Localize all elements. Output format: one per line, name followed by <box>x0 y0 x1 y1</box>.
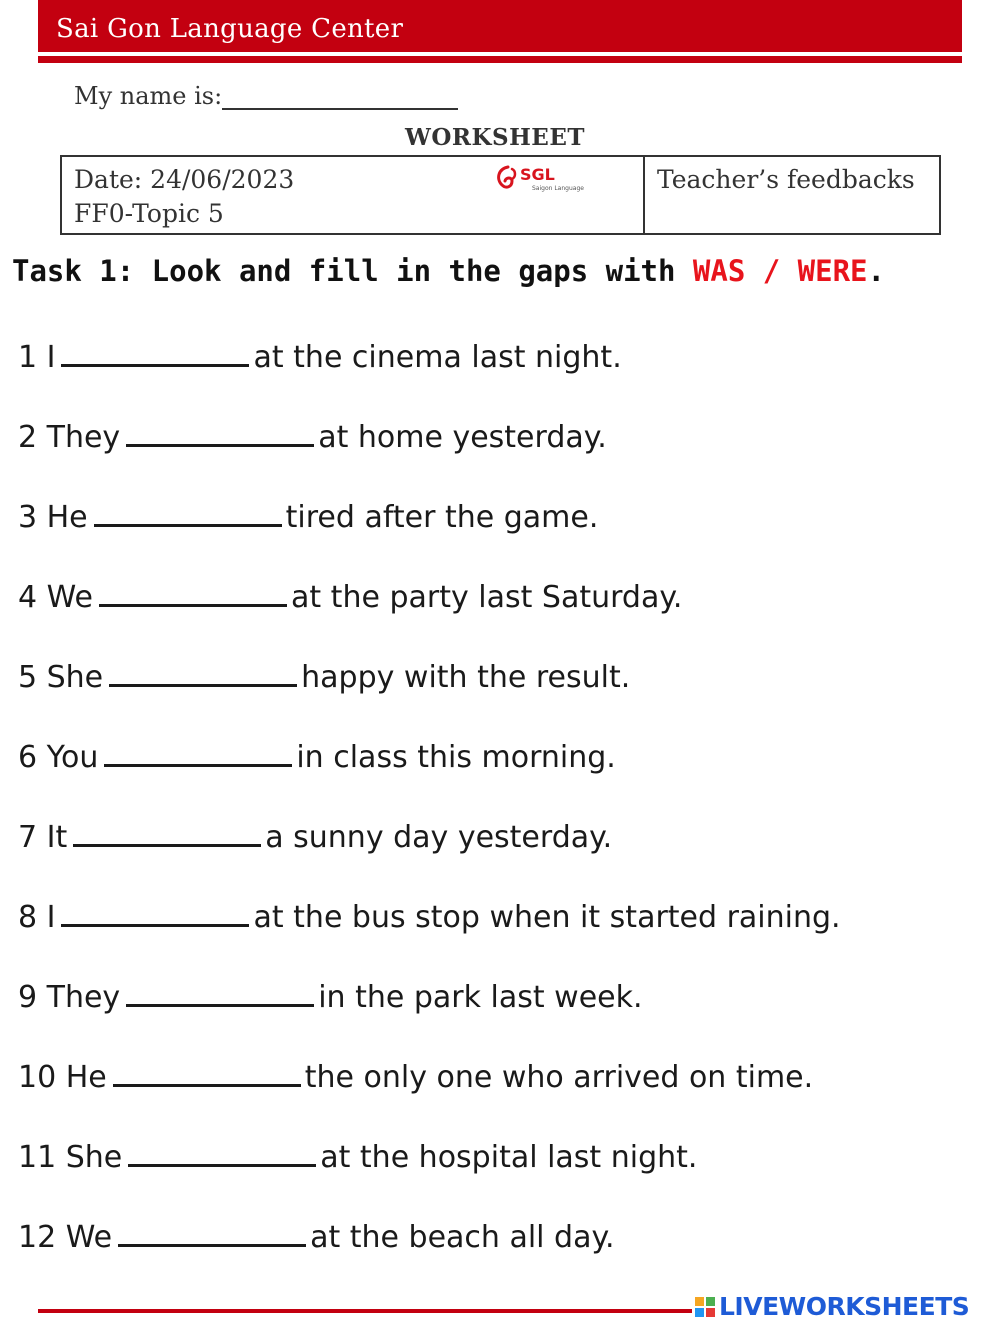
liveworksheets-watermark[interactable] <box>692 1292 969 1321</box>
question-after: at the bus stop when it started raining. <box>253 900 841 935</box>
logo-subtext: Saigon Language <box>532 185 584 192</box>
task-heading <box>12 254 885 288</box>
answer-blank[interactable] <box>61 334 249 367</box>
answer-blank[interactable] <box>113 1054 301 1087</box>
answer-blank[interactable] <box>109 654 297 687</box>
question-after: in class this morning. <box>296 740 616 775</box>
question-item <box>18 1054 841 1134</box>
question-item <box>18 1134 841 1214</box>
header-underline <box>38 56 962 63</box>
sgl-swoosh-icon <box>499 167 515 187</box>
answer-blank[interactable] <box>118 1214 306 1247</box>
question-before: 3 He <box>18 500 88 535</box>
center-name: Sai Gon Language Center <box>56 14 404 44</box>
question-before: 12 We <box>18 1220 113 1255</box>
name-field-row <box>74 82 458 110</box>
watermark-text: LIVEWORKSHEETS <box>719 1292 970 1321</box>
info-box <box>60 155 941 235</box>
answer-blank[interactable] <box>99 574 287 607</box>
question-item <box>18 974 841 1054</box>
answer-blank[interactable] <box>104 734 292 767</box>
answer-blank[interactable] <box>73 814 261 847</box>
question-after: in the park last week. <box>318 980 643 1015</box>
question-after: tired after the game. <box>285 500 599 535</box>
liveworksheets-logo-icon <box>694 1296 716 1318</box>
task-prefix: Task 1: Look and fill in the gaps with <box>12 254 693 288</box>
question-after: at the cinema last night. <box>253 340 622 375</box>
question-item <box>18 814 841 894</box>
question-item <box>18 894 841 974</box>
worksheet-title: WORKSHEET <box>405 124 585 151</box>
answer-blank[interactable] <box>61 894 249 927</box>
question-before: 2 They <box>18 420 121 455</box>
question-after: the only one who arrived on time. <box>304 1060 814 1095</box>
question-before: 11 She <box>18 1140 123 1175</box>
answer-blank[interactable] <box>94 494 282 527</box>
logo-text: SGL <box>520 165 555 184</box>
question-item <box>18 734 841 814</box>
feedback-label: Teacher’s feedbacks <box>657 165 915 194</box>
question-before: 9 They <box>18 980 121 1015</box>
question-before: 8 I <box>18 900 56 935</box>
question-after: at the beach all day. <box>310 1220 615 1255</box>
question-item <box>18 414 841 494</box>
name-blank[interactable] <box>222 86 458 110</box>
task-suffix: . <box>867 254 885 288</box>
question-item <box>18 494 841 574</box>
question-after: at home yesterday. <box>318 420 607 455</box>
question-before: 4 We <box>18 580 93 615</box>
task-highlight: WAS / WERE <box>692 254 868 288</box>
topic-label: FF0-Topic 5 <box>74 199 224 228</box>
name-label: My name is: <box>74 82 223 110</box>
feedback-cell[interactable] <box>645 157 939 233</box>
question-after: at the hospital last night. <box>320 1140 698 1175</box>
question-before: 1 I <box>18 340 56 375</box>
question-item <box>18 1214 841 1294</box>
question-before: 7 It <box>18 820 68 855</box>
question-item <box>18 574 841 654</box>
question-list <box>18 334 841 1294</box>
question-item <box>18 334 841 414</box>
header-bar <box>38 0 962 52</box>
question-before: 10 He <box>18 1060 107 1095</box>
question-after: happy with the result. <box>301 660 631 695</box>
question-before: 5 She <box>18 660 104 695</box>
answer-blank[interactable] <box>126 414 314 447</box>
date-label: Date: 24/06/2023 <box>74 165 295 194</box>
answer-blank[interactable] <box>128 1134 316 1167</box>
sgl-logo <box>494 163 590 195</box>
question-after: a sunny day yesterday. <box>265 820 613 855</box>
question-before: 6 You <box>18 740 99 775</box>
question-item <box>18 654 841 734</box>
question-after: at the party last Saturday. <box>291 580 683 615</box>
answer-blank[interactable] <box>126 974 314 1007</box>
info-left-cell <box>62 157 645 233</box>
